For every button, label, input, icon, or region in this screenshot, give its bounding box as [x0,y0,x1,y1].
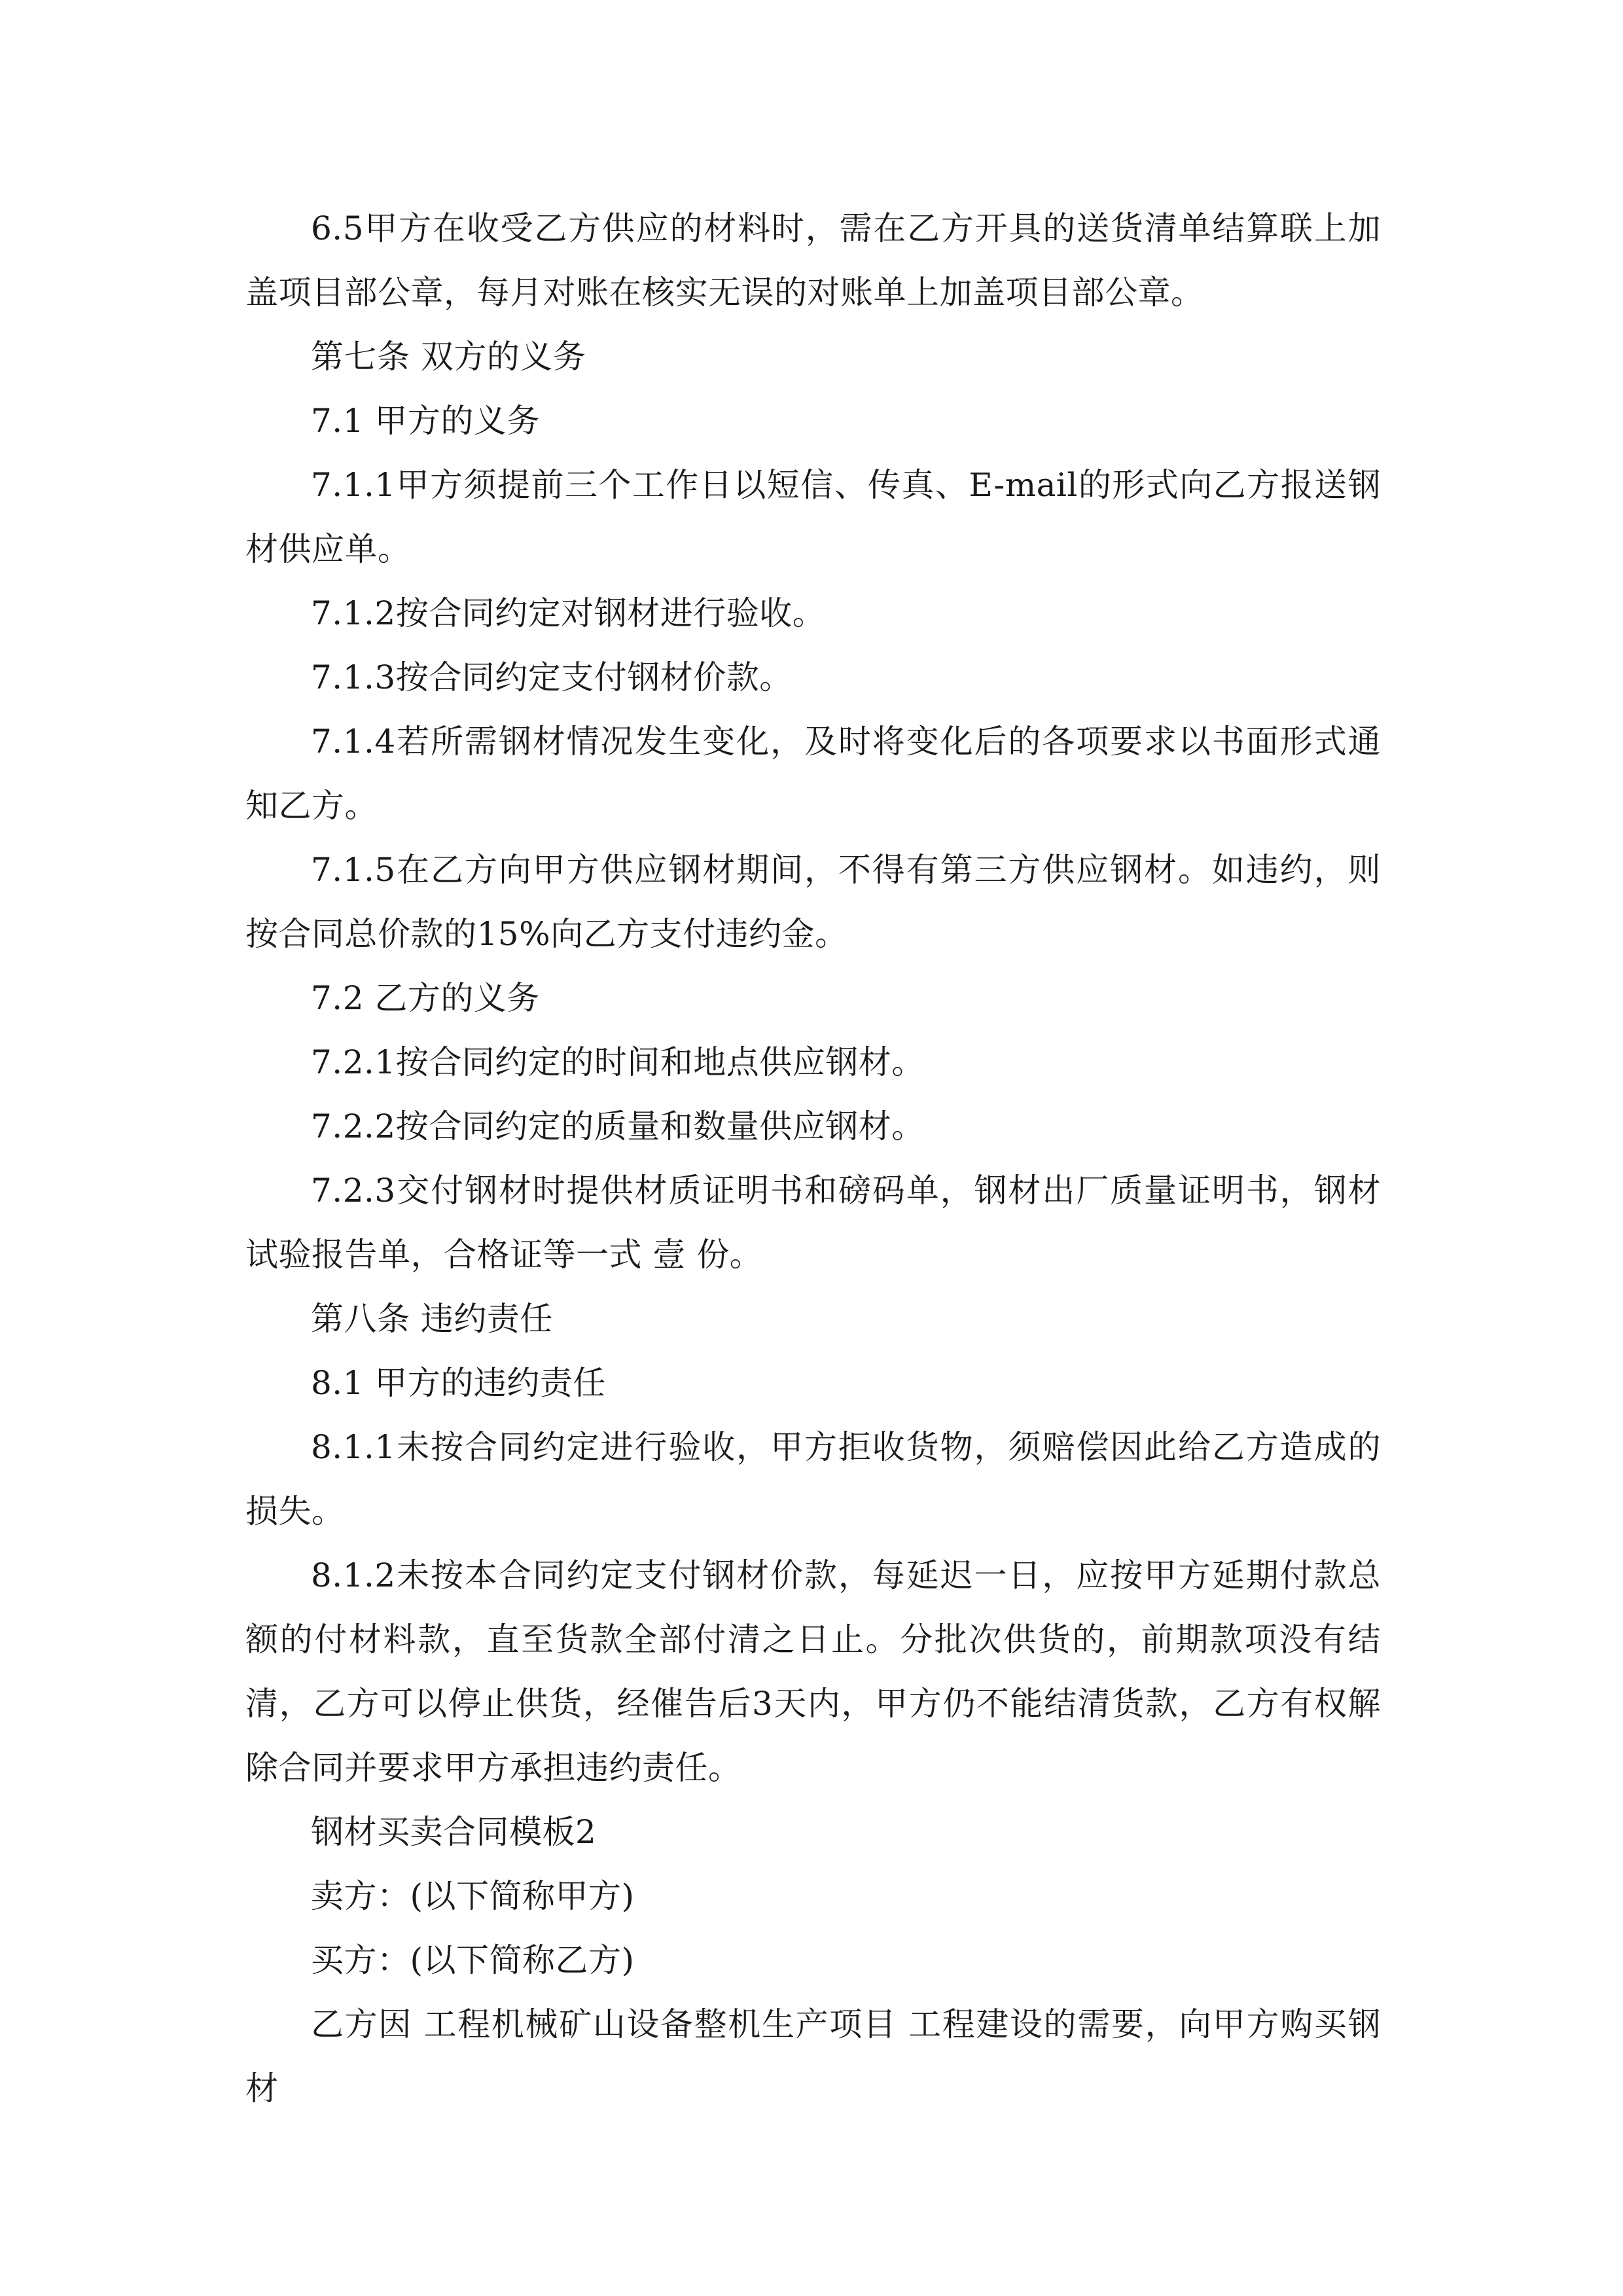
clause-7-1-3: 7.1.3按合同约定支付钢材价款。 [311,658,793,696]
seller-line: 卖方：(以下简称甲方) [311,1877,635,1915]
section-7-2-heading: 7.2 乙方的义务 [311,979,540,1017]
section-8-1-heading: 8.1 甲方的违约责任 [311,1364,606,1402]
clause-7-2-3: 7.2.3交付钢材时提供材质证明书和磅码单，钢材出厂质量证明书，钢材试验报告单，合格证等一式 壹 份。 [245,1172,1381,1274]
article-7-heading: 第七条 双方的义务 [311,338,586,376]
clause-7-2-1: 7.2.1按合同约定的时间和地点供应钢材。 [311,1043,925,1081]
document-page [245,196,1381,2121]
buyer-line: 买方：(以下简称乙方) [311,1941,635,1979]
intro-paragraph: 乙方因 工程机械矿山设备整机生产项目 工程建设的需要，向甲方购买钢材 [245,2005,1381,2108]
clause-7-1-5: 7.1.5在乙方向甲方供应钢材期间，不得有第三方供应钢材。如违约，则按合同总价款的15%向乙方支付违约金。 [245,851,1381,953]
clause-8-1-1: 8.1.1未按合同约定进行验收，甲方拒收货物，须赔偿因此给乙方造成的损失。 [245,1428,1381,1530]
article-8-heading: 第八条 违约责任 [311,1300,553,1338]
clause-8-1-2: 8.1.2未按本合同约定支付钢材价款，每延迟一日，应按甲方延期付款总额的付材料款，直至货款全部付清之日止。分批次供货的，前期款项没有结清，乙方可以停止供货，经催告后3天内，甲方仍不能结清货款，乙方有权解除合同并要求甲方承担违约责任。 [245,1556,1381,1787]
clause-6-5: 6.5甲方在收受乙方供应的材料时，需在乙方开具的送货清单结算联上加盖项目部公章，每月对账在核实无误的对账单上加盖项目部公章。 [245,209,1381,312]
clause-7-1-4: 7.1.4若所需钢材情况发生变化，及时将变化后的各项要求以书面形式通知乙方。 [245,723,1381,825]
clause-7-1-1: 7.1.1甲方须提前三个工作日以短信、传真、E-mail的形式向乙方报送钢材供应单。 [245,466,1381,568]
section-7-1-heading: 7.1 甲方的义务 [311,402,540,440]
clause-7-1-2: 7.1.2按合同约定对钢材进行验收。 [311,594,826,632]
clause-7-2-2: 7.2.2按合同约定的质量和数量供应钢材。 [311,1107,925,1145]
template-2-title: 钢材买卖合同模板2 [311,1813,597,1851]
